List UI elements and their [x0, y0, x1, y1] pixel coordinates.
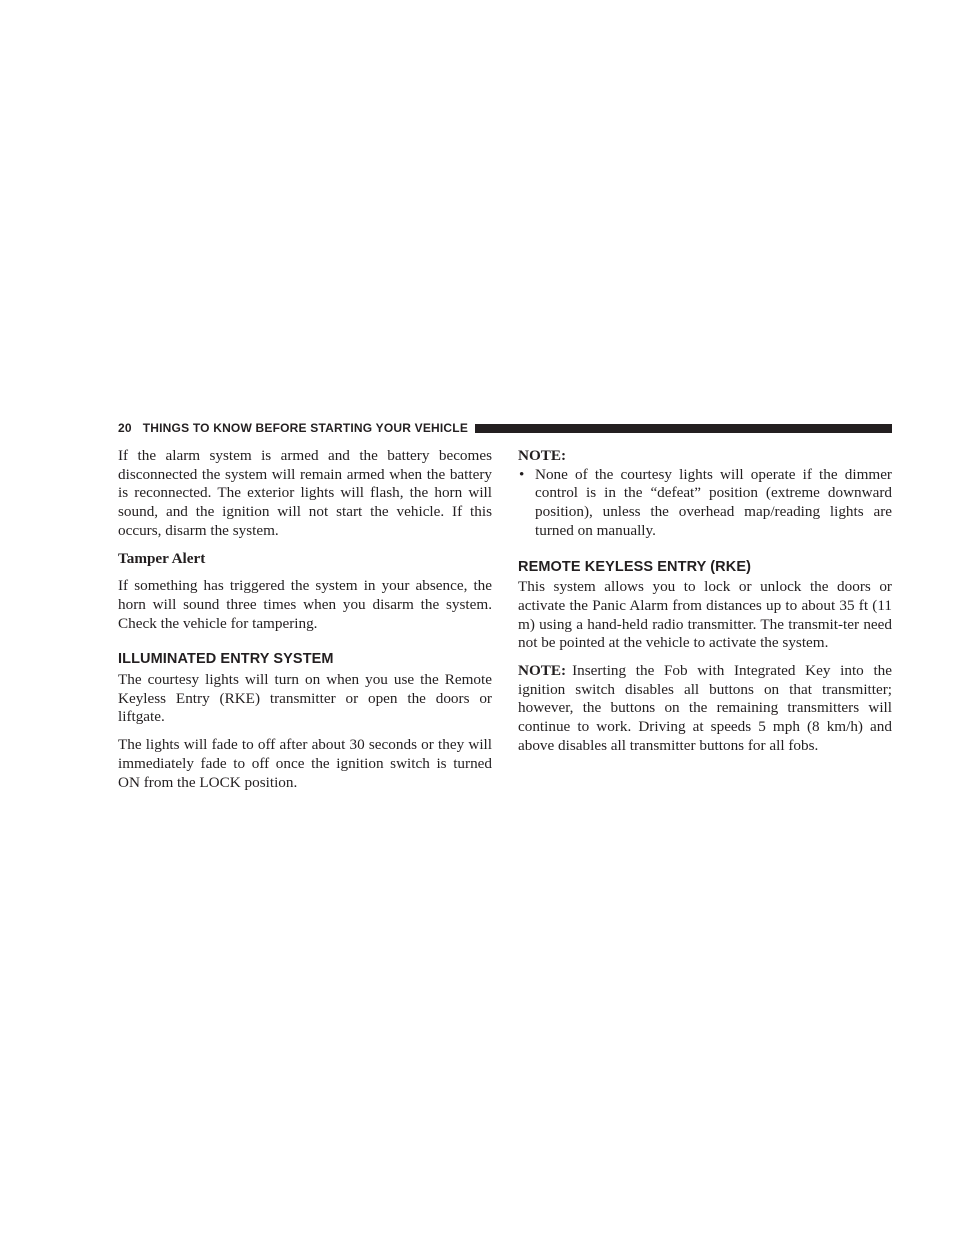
alarm-battery-paragraph: If the alarm system is armed and the battery becomes disconnected the system will remain armed when the battery is reconnected. The exterior lights will flash, the horn will sound, and the ignition will not start the vehicle. If this occurs, disarm the system. — [118, 447, 492, 539]
rke-note-text: Inserting the Fob with Integrated Key into the ignition switch disables all buttons on that transmitter; however, the buttons on the remaining transmitters will continue to work. Driving at speeds 5 mph (8 km/h) and above disables all transmitter buttons for all fobs. — [518, 662, 892, 754]
page-number: 20 — [118, 421, 132, 435]
rke-paragraph: This system allows you to lock or unlock the doors or activate the Panic Alarm from distances up to about 35 ft (11 m) using a hand-held radio transmitter. The transmit-ter need not be pointed at the vehicle to activate the system. — [518, 578, 892, 652]
bullet-icon: • — [519, 465, 525, 483]
rke-heading: REMOTE KEYLESS ENTRY (RKE) — [518, 558, 752, 575]
note-list — [518, 466, 892, 541]
lights-fade-paragraph: The lights will fade to off after about 30 seconds or they will immediately fade to off once the ignition switch is turned ON from the LOCK position. — [118, 736, 492, 791]
courtesy-lights-paragraph: The courtesy lights will turn on when you use the Remote Keyless Entry (RKE) transmitter or open the doors or liftgate. — [118, 671, 492, 726]
header-rule — [475, 424, 892, 433]
rke-note-label: NOTE: — [518, 662, 567, 680]
tamper-alert-heading: Tamper Alert — [118, 549, 206, 567]
illuminated-entry-heading: ILLUMINATED ENTRY SYSTEM — [118, 651, 334, 668]
rke-note-paragraph — [518, 662, 892, 756]
right-column — [518, 447, 892, 756]
page-header — [118, 419, 892, 437]
tamper-alert-paragraph: If something has triggered the system in your absence, the horn will sound three times when you disarm the system. Check the vehicle for tampering. — [118, 577, 492, 632]
left-column — [118, 447, 492, 792]
note-label: NOTE: — [518, 447, 567, 464]
courtesy-note-text: None of the courtesy lights will operate if the dimmer control is in the “defeat” position (extreme downward position), unless the overhead map/reading lights are turned on manually. — [535, 465, 892, 539]
list-item — [518, 466, 892, 541]
page-header-title: THINGS TO KNOW BEFORE STARTING YOUR VEHICLE — [142, 421, 469, 435]
